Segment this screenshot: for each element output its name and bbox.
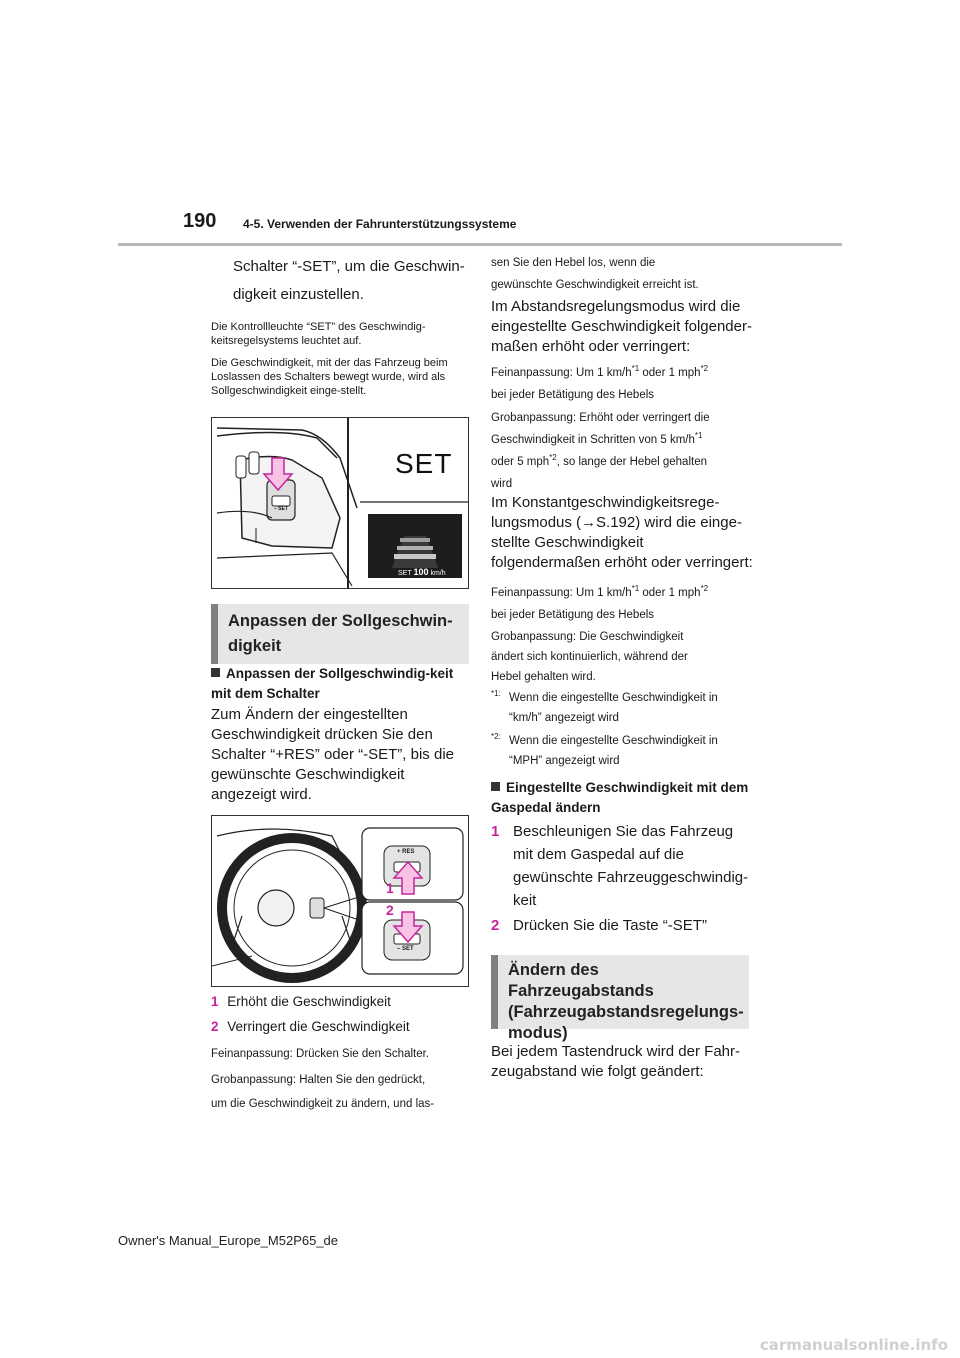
heading-box-distance: Ändern des Fahrzeugabstands (Fahrzeugabstandsregelungs-modus) (491, 955, 749, 1029)
coarse-line-1: Grobanpassung: Halten Sie den gedrückt, (211, 1074, 426, 1086)
coarse-adjust-note (211, 1070, 473, 1114)
switch-set-label: – SET (274, 506, 288, 512)
display-set: SET (398, 570, 412, 577)
bullet-square-icon (211, 668, 220, 677)
bullet-gas-pedal (491, 778, 753, 818)
item-increase (211, 990, 473, 1013)
header-rule (118, 243, 842, 246)
note-set-speed: Die Geschwindigkeit, mit der das Fahrzeug beim Loslassen des Schalters bewegt wurde, wird als Sollgeschwindigkeit einge-stellt. (211, 357, 448, 397)
item-decrease (211, 1015, 473, 1038)
footnote-2: $^{*2:}$ Wenn die eingestellte Geschwindigkeit in “MPH” angezeigt wird (491, 732, 718, 767)
fine-adjust-note: Feinanpassung: Drücken Sie den Schalter. (211, 1048, 429, 1060)
set-indicator-label: SET (395, 448, 453, 479)
step-2 (491, 914, 753, 937)
step-1-text: Beschleunigen Sie das Fahrzeug mit dem Gaspedal auf die gewünschte Fahrzeuggeschwindig-keit (513, 823, 749, 909)
steering-switch-illustration (212, 418, 468, 588)
para-change-speed: Zum Ändern der eingestellten Geschwindigkeit drücken Sie den Schalter “+RES” oder “-SET”, bis die gewünschte Geschwindigkeit angezeigt wird. (211, 706, 454, 803)
page-number: 190 (183, 210, 217, 232)
coarse-adjust-distance: Grobanpassung: Erhöht oder verringert die Geschwindigkeit in Schritten von 5 $km/h^{*1}$ oder 5 mph$^{*2}$, so lange der Hebel gehalten wird (491, 412, 710, 490)
bullet-square-icon (491, 782, 500, 791)
fine-adjust-distance: Feinanpassung: Um 1 $km/h^{*1}$ oder 1 mph$^{*2}$ bei jeder Betätigung des Hebels (491, 364, 709, 401)
item-1-number: 1 (211, 994, 219, 1009)
step-1-number: 1 (491, 823, 500, 840)
note-indicator: Die Kontrollleuchte “SET” des Geschwindig-keitsregelsystems leuchtet auf. (211, 321, 426, 347)
fig2-callout-1: 1 (386, 880, 394, 896)
display-speed: 100 (413, 567, 429, 577)
display-unit: km/h (430, 570, 446, 577)
para-distance-change: Bei jedem Tastendruck wird der Fahr-zeugabstand wie folgt geändert: (491, 1043, 740, 1080)
fig2-set-label: – SET (397, 946, 414, 952)
step-2-text: Drücken Sie die Taste “-SET” (513, 917, 707, 934)
coarse-adjust-constant: Grobanpassung: Die Geschwindigkeit ändert sich kontinuierlich, während der Hebel gehalten wird. (491, 631, 688, 683)
footer-manual-id: Owner's Manual_Europe_M52P65_de (118, 1233, 339, 1248)
fig2-res-label: + RES (397, 849, 415, 855)
heading-box-adjust-speed: Anpassen der Sollgeschwin-digkeit (211, 604, 469, 664)
watermark: carmanualsonline.info (759, 1336, 948, 1354)
bullet-adjust-label: Anpassen der Sollgeschwindig-keit mit dem Schalter (211, 666, 454, 701)
item-2-number: 2 (211, 1019, 219, 1034)
display-readout (398, 567, 446, 577)
step-1 (491, 820, 753, 912)
section-title: 4-5. Verwenden der Fahrunterstützungssysteme (243, 217, 517, 231)
continuation-text (491, 253, 753, 295)
intro-line-1: Schalter “-SET”, um die Geschwin- (233, 258, 465, 275)
bullet-gas-label: Eingestellte Geschwindigkeit mit dem Gaspedal ändern (491, 780, 749, 815)
bullet-adjust-with-switch (211, 664, 473, 704)
item-1-text: Erhöht die Geschwindigkeit (227, 994, 391, 1009)
cont-line-2: gewünschte Geschwindigkeit erreicht ist. (491, 279, 699, 291)
fig2-callout-2: 2 (386, 902, 394, 918)
item-2-text: Verringert die Geschwindigkeit (227, 1019, 410, 1034)
figure-set-switch (211, 417, 469, 589)
steering-wheel-illustration (212, 816, 468, 986)
intro-line-2: digkeit einzustellen. (233, 286, 364, 303)
para-distance-mode: Im Abstandsregelungsmodus wird die eingestellte Geschwindigkeit folgender-maßen erhöht oder verringert: (491, 298, 752, 355)
step-2-number: 2 (491, 917, 500, 934)
para-constant-mode: Im Konstantgeschwindigkeitsrege-lungsmodus (→S.192) wird die einge-stellte Geschwindigkeit folgendermaßen erhöht oder verringert: (491, 494, 753, 571)
figure-res-set-switch (211, 815, 469, 987)
fine-adjust-constant: Feinanpassung: Um 1 $km/h^{*1}$ oder 1 mph$^{*2}$ bei jeder Betätigung des Hebels (491, 584, 709, 621)
coarse-line-2: um die Geschwindigkeit zu ändern, und las- (211, 1098, 435, 1110)
footnote-1: $^{*1:}$ Wenn die eingestellte Geschwindigkeit in “km/h” angezeigt wird (491, 689, 718, 724)
cont-line-1: sen Sie den Hebel los, wenn die (491, 257, 656, 269)
intro-text (233, 255, 473, 306)
